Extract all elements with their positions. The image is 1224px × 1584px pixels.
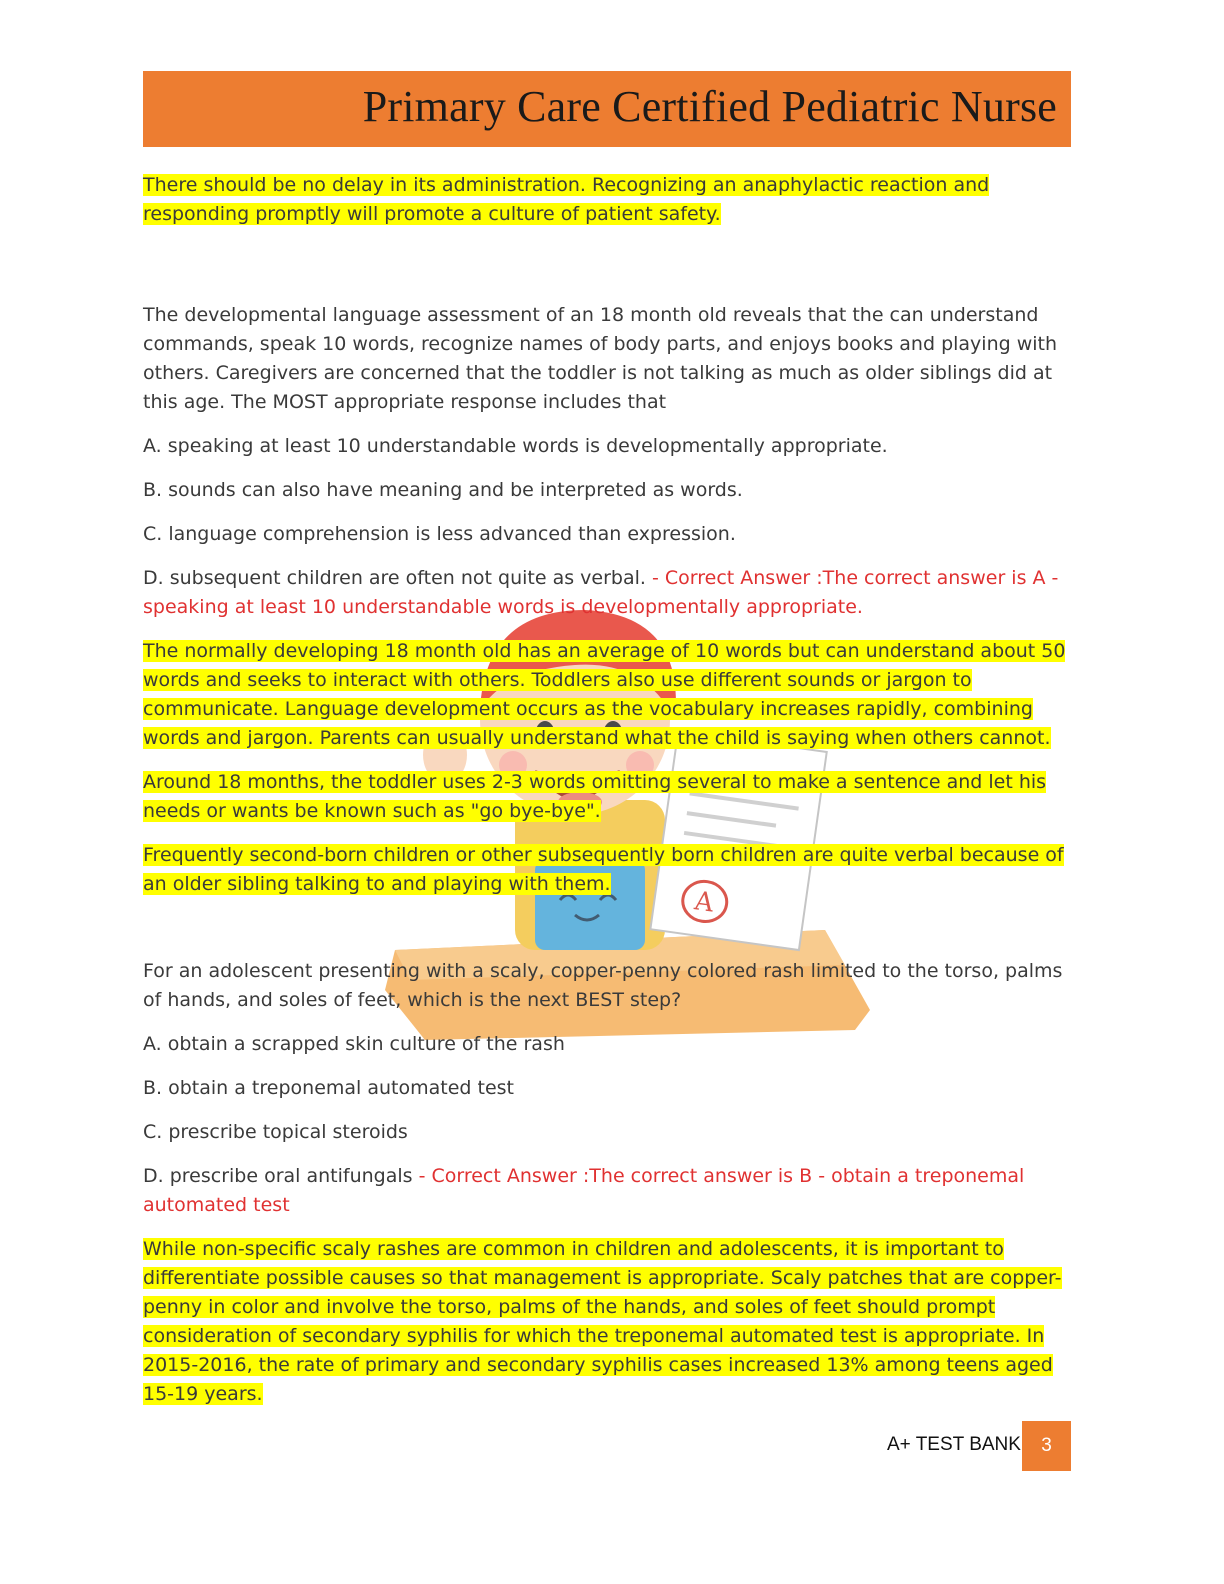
question-1-stem: The developmental language assessment of an 18 month old reveals that the can understand commands, speak 10 words, recognize names of body parts, and enjoys books and playing with others. Caregivers are concerned that the toddler is not talking as much as older siblings did at this age. The MOST appropriate response includes that <box>143 304 1058 413</box>
question-1-rationale-2: Around 18 months, the toddler uses 2-3 words omitting several to make a sentence and let his needs or wants be known such as "go bye-bye". <box>143 771 1047 822</box>
intro-rationale: There should be no delay in its administration. Recognizing an anaphylactic reaction and responding promptly will promote a culture of patient safety. <box>143 174 990 225</box>
header-band <box>143 71 1071 147</box>
question-2-option-d: D. prescribe oral antifungals - Correct Answer :The correct answer is B - obtain a treponemal automated test <box>143 1165 1025 1216</box>
question-2-option-a: A. obtain a scrapped skin culture of the rash <box>143 1033 565 1055</box>
question-1-option-b: B. sounds can also have meaning and be interpreted as words. <box>143 479 743 501</box>
question-1-answer: - Correct Answer :The correct answer is A - speaking at least 10 understandable words is developmentally appropriate. <box>143 567 1059 618</box>
question-2-option-b: B. obtain a treponemal automated test <box>143 1077 514 1099</box>
document-body <box>143 171 1073 1409</box>
question-2-answer: - Correct Answer :The correct answer is B - obtain a treponemal automated test <box>143 1165 1025 1216</box>
footer-label: A+ TEST BANK <box>887 1434 1021 1455</box>
grade-mark: A <box>692 886 716 919</box>
question-1-option-c: C. language comprehension is less advanced than expression. <box>143 523 736 545</box>
question-1-option-a: A. speaking at least 10 understandable words is developmentally appropriate. <box>143 435 888 457</box>
question-1-rationale-1: The normally developing 18 month old has an average of 10 words but can understand about 50 words and seeks to interact with others. Toddlers also use different sounds or jargon to communicate. Language development occurs as the vocabulary increases rapidly, combining words and jargon. Parents can usually understand what the child is saying when others cannot. <box>143 640 1066 749</box>
question-1-rationale-3: Frequently second-born children or other subsequently born children are quite verbal because of an older sibling talking to and playing with them. <box>143 844 1064 895</box>
question-2-option-c: C. prescribe topical steroids <box>143 1121 408 1143</box>
page-number: 3 <box>1022 1421 1071 1471</box>
question-2-rationale: While non-specific scaly rashes are common in children and adolescents, it is important to differentiate possible causes so that management is appropriate. Scaly patches that are copper-penny in color and involve the torso, palms of the hands, and soles of feet should prompt consideration of secondary syphilis for which the treponemal automated test is appropriate. In 2015-2016, the rate of primary and secondary syphilis cases increased 13% among teens aged 15-19 years. <box>143 1238 1062 1405</box>
page-title: Primary Care Certified Pediatric Nurse <box>362 82 1057 131</box>
question-1-option-d: D. subsequent children are often not quite as verbal. - Correct Answer :The correct answer is A - speaking at least 10 understandable words is developmentally appropriate. <box>143 567 1059 618</box>
question-2-stem: For an adolescent presenting with a scaly, copper-penny colored rash limited to the torso, palms of hands, and soles of feet, which is the next BEST step? <box>143 960 1063 1011</box>
